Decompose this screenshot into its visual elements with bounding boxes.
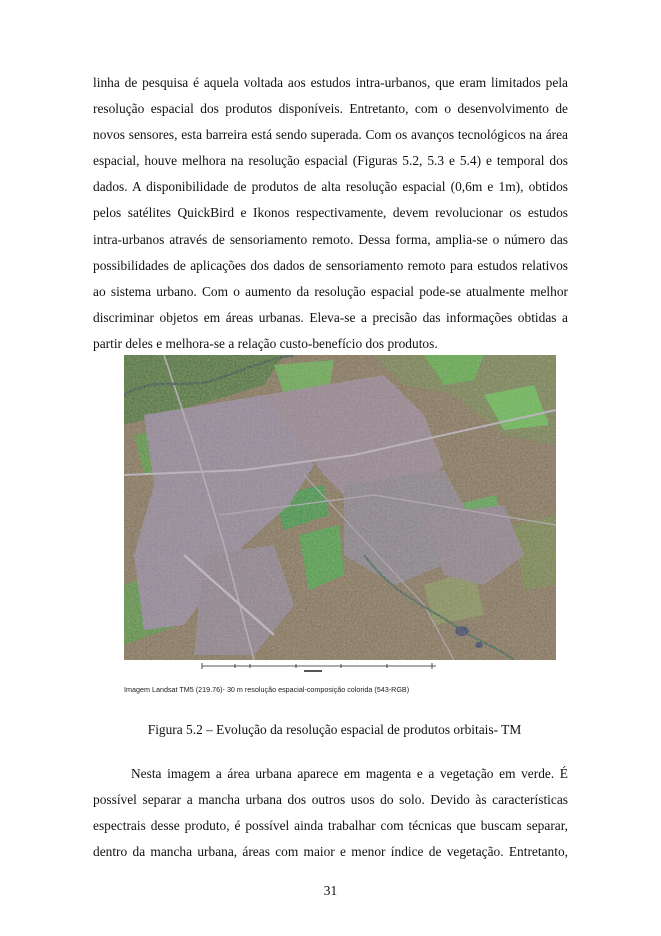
body-paragraph-1	[93, 70, 568, 357]
text-line: intra-urbanos através de sensoriamento remoto. Dessa forma, amplia-se o número das	[93, 231, 568, 247]
text-line: possibilidades de aplicações dos dados de sensoriamento remoto para estudos relativos	[93, 257, 568, 273]
text-line: espectrais desse produto, é possível ainda trabalhar com técnicas que buscam separar,	[93, 818, 568, 834]
satellite-image	[124, 355, 556, 660]
text-line: Nesta imagem a área urbana aparece em magenta e a vegetação em verde. É	[131, 766, 568, 781]
text-line: novos sensores, esta barreira está sendo superada. Com os avanços tecnológicos na área	[93, 127, 568, 143]
text-line: ao sistema urbano. Com o aumento da resolução espacial pode-se atualmente melhor	[93, 283, 568, 299]
image-source-caption: Imagem Landsat TM5 (219.76)- 30 m resolução espacial-composição colorida (543-RGB)	[124, 685, 410, 694]
figure-caption: Figura 5.2 – Evolução da resolução espacial de produtos orbitais- TM	[147, 722, 522, 737]
text-line: partir deles e melhora-se a relação custo-benefício dos produtos.	[93, 335, 438, 351]
text-line: possível separar a mancha urbana dos outros usos do solo. Devido às características	[93, 792, 568, 808]
text-line: dentro da mancha urbana, áreas com maior e menor índice de vegetação. Entretanto,	[93, 844, 568, 860]
text-line: pelos satélites QuickBird e Ikonos respectivamente, devem revolucionar os estudos	[93, 205, 568, 221]
body-paragraph-2	[93, 761, 568, 865]
page-number: 31	[323, 883, 338, 898]
text-line: linha de pesquisa é aquela voltada aos estudos intra-urbanos, que eram limitados pela	[93, 75, 568, 90]
text-line: resolução espacial dos produtos disponíveis. Entretanto, com o desenvolvimento de	[93, 101, 568, 117]
text-line: discriminar objetos em áreas urbanas. Eleva-se a precisão das informações obtidas a	[93, 309, 568, 325]
text-line: dados. A disponibilidade de produtos de alta resolução espacial (0,6m e 1m), obtidos	[93, 179, 568, 195]
scale-bar	[200, 660, 440, 678]
text-line: espacial, houve melhora na resolução espacial (Figuras 5.2, 5.3 e 5.4) e temporal dos	[93, 153, 568, 169]
